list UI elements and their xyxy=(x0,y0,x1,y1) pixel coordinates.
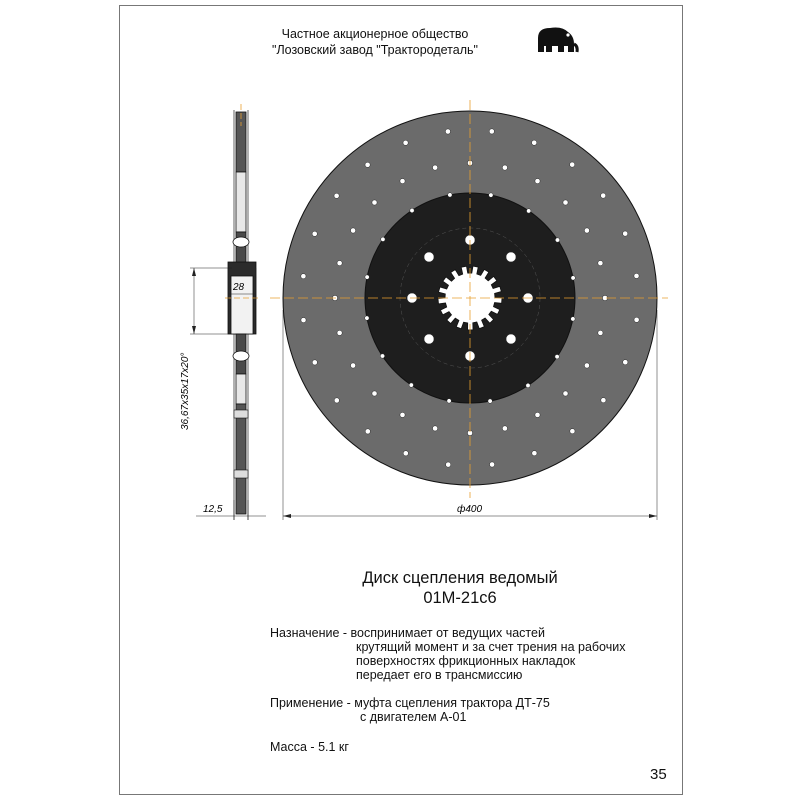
rivet-hole xyxy=(372,200,377,205)
dim-spline-label: 36,67x35x17x20° xyxy=(180,352,191,430)
company-line-1: Частное акционерное общество xyxy=(281,27,469,41)
rivet-hole xyxy=(490,462,495,467)
rivet-hole xyxy=(334,398,339,403)
rivet-hole xyxy=(563,200,568,205)
application-line-2: с двигателем А-01 xyxy=(360,710,467,724)
rivet-hole xyxy=(532,451,537,456)
rivet-hole xyxy=(489,193,493,197)
part-code: 01М-21с6 xyxy=(423,589,497,607)
purpose-line-4: передает его в трансмиссию xyxy=(356,668,523,682)
rivet-hole xyxy=(563,391,568,396)
rivet-hole xyxy=(532,140,537,145)
dim-diameter-label: ф400 xyxy=(457,504,483,515)
rivet-hole xyxy=(351,228,356,233)
rivet-hole xyxy=(365,275,369,279)
hub-hole xyxy=(424,252,434,262)
part-title xyxy=(300,568,620,608)
company-line-2: "Лозовский завод "Трактородеталь" xyxy=(272,43,478,57)
rivet-hole xyxy=(433,426,438,431)
part-name: Диск сцепления ведомый xyxy=(362,569,558,587)
rivet-hole xyxy=(502,426,507,431)
rivet-hole xyxy=(489,129,494,134)
rivet-hole xyxy=(488,399,492,403)
rivet-hole xyxy=(312,360,317,365)
purpose-line-1: Назначение - воспринимает от ведущих частей xyxy=(270,626,545,640)
purpose-line-3: поверхностях фрикционных накладок xyxy=(356,654,576,668)
rivet-hole xyxy=(446,462,451,467)
rivet-hole xyxy=(312,231,317,236)
rivet-hole xyxy=(433,165,438,170)
rivet-hole xyxy=(448,193,452,197)
rivet-hole xyxy=(445,129,450,134)
hub-hole xyxy=(506,252,516,262)
rivet-hole xyxy=(403,451,408,456)
rivet-hole xyxy=(372,391,377,396)
purpose-line-2: крутящий момент и за счет трения на рабочих xyxy=(356,640,626,654)
clutch-disc-front-view xyxy=(270,100,668,498)
rivet-hole xyxy=(623,231,628,236)
rivet-hole xyxy=(535,179,540,184)
rivet-hole xyxy=(409,383,413,387)
rivet-hole xyxy=(334,193,339,198)
rivet-hole xyxy=(571,276,575,280)
rivet-hole xyxy=(400,412,405,417)
rivet-hole xyxy=(623,360,628,365)
rivet-hole xyxy=(337,330,342,335)
rivet-hole xyxy=(535,412,540,417)
rivet-hole xyxy=(365,316,369,320)
rivet-hole xyxy=(634,317,639,322)
rivet-hole xyxy=(301,274,306,279)
rivet-hole xyxy=(601,398,606,403)
rivet-hole xyxy=(351,363,356,368)
rivet-hole xyxy=(365,162,370,167)
rivet-hole xyxy=(598,330,603,335)
hub-hole xyxy=(506,334,516,344)
dim-hub-width-label: 28 xyxy=(233,282,245,293)
rivet-hole xyxy=(381,237,385,241)
rivet-hole xyxy=(570,429,575,434)
side-section-view xyxy=(225,104,258,520)
rivet-hole xyxy=(584,363,589,368)
rivet-hole xyxy=(584,228,589,233)
rivet-hole xyxy=(601,193,606,198)
dimension-spline xyxy=(180,268,232,430)
application-line-1: Применение - муфта сцепления трактора ДТ-75 xyxy=(270,696,550,710)
rivet-hole xyxy=(526,383,530,387)
rivet-hole xyxy=(365,429,370,434)
dimension-thickness xyxy=(196,500,266,520)
rivet-hole xyxy=(598,261,603,266)
rivet-hole xyxy=(380,354,384,358)
rivet-hole xyxy=(570,162,575,167)
rivet-hole xyxy=(527,209,531,213)
dim-thickness-label: 12,5 xyxy=(203,504,223,515)
mass-text: Масса - 5.1 кг xyxy=(270,740,349,754)
rivet-hole xyxy=(634,273,639,278)
rivet-hole xyxy=(447,399,451,403)
rivet-hole xyxy=(571,317,575,321)
rivet-hole xyxy=(410,208,414,212)
rivet-hole xyxy=(337,261,342,266)
rivet-hole xyxy=(502,165,507,170)
rivet-hole xyxy=(400,179,405,184)
hub-hole xyxy=(424,334,434,344)
rivet-hole xyxy=(555,355,559,359)
rivet-hole xyxy=(555,238,559,242)
rivet-hole xyxy=(403,140,408,145)
page-number: 35 xyxy=(650,766,667,783)
rivet-hole xyxy=(301,318,306,323)
